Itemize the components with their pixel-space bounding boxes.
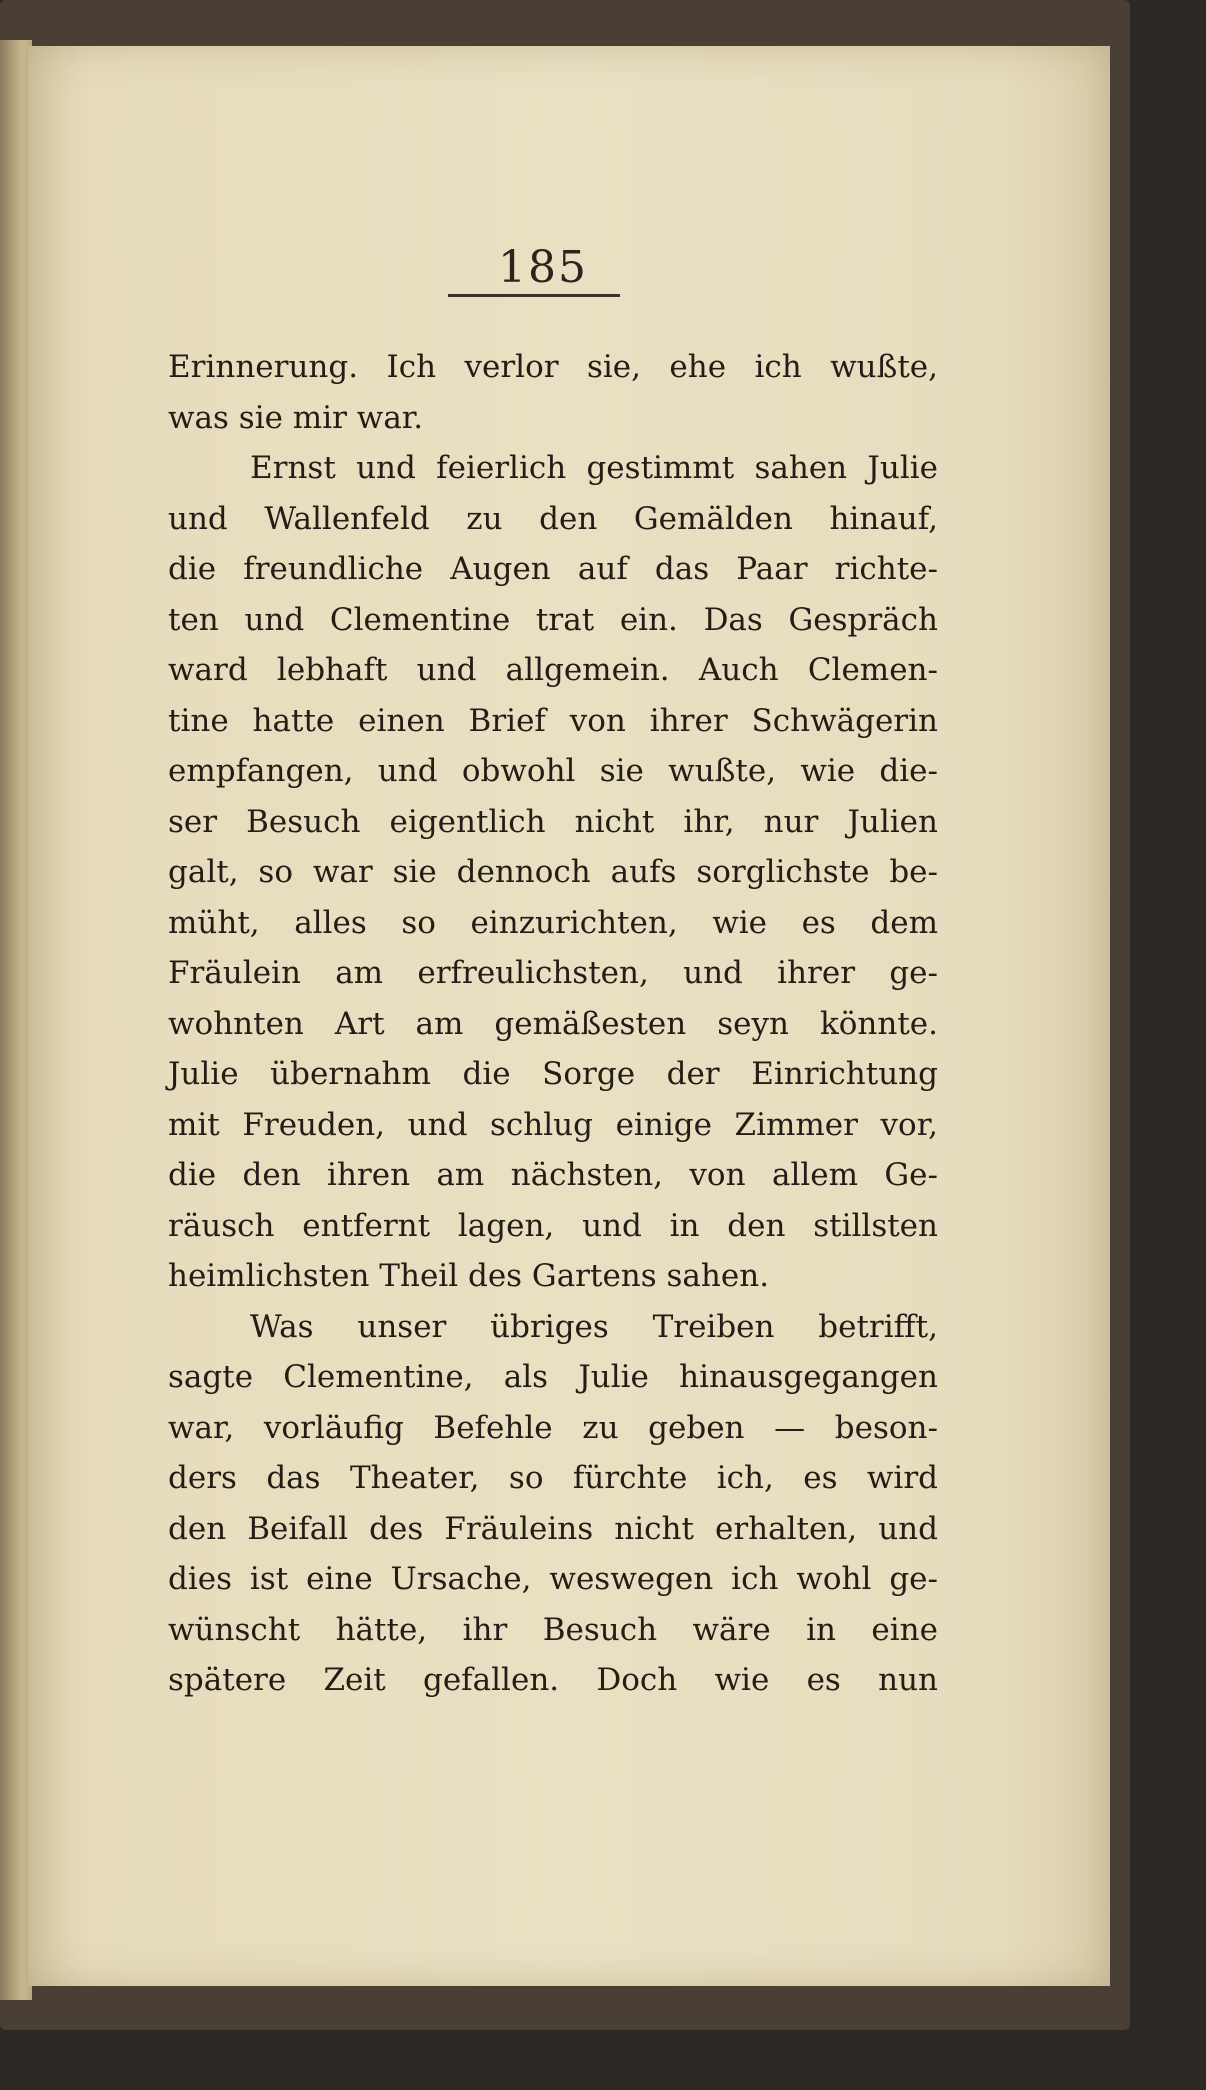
text-line: Ernst und feierlich gestimmt sahen Julie	[250, 450, 938, 486]
text-line: spätere Zeit gefallen. Doch wie es nun	[168, 1662, 938, 1698]
text-line: ser Besuch eigentlich nicht ihr, nur Julien	[168, 803, 938, 840]
text-line: wünscht hätte, ihr Besuch wäre in eine	[168, 1611, 938, 1648]
text-line: ders das Theater, so fürchte ich, es wird	[168, 1460, 938, 1496]
text-line: und Wallenfeld zu den Gemälden hinauf,	[168, 500, 938, 537]
text-line: Fräulein am erfreulichsten, und ihrer ge-	[168, 955, 938, 991]
text-line: ten und Clementine trat ein. Das Gespräch	[168, 601, 938, 638]
text-line: mit Freuden, und schlug einige Zimmer vor,	[168, 1106, 938, 1143]
text-line: heimlichsten Theil des Gartens sahen.	[168, 1258, 770, 1294]
text-line: müht, alles so einzurichten, wie es dem	[168, 904, 938, 941]
text-line: wohnten Art am gemäßesten seyn könnte.	[168, 1005, 938, 1042]
text-line: Was unser übriges Treiben betrifft,	[250, 1308, 938, 1345]
text-line: die den ihren am nächsten, von allem Ge-	[168, 1157, 938, 1193]
text-line: war, vorläufig Befehle zu geben — beson-	[168, 1409, 938, 1446]
text-line: dies ist eine Ursache, weswegen ich wohl ge-	[168, 1561, 938, 1597]
book-page	[28, 46, 1110, 1986]
text-line: ward lebhaft und allgemein. Auch Clemen-	[168, 652, 938, 688]
text-line: die freundliche Augen auf das Paar richte-	[168, 551, 938, 587]
text-line: Erinnerung. Ich verlor sie, ehe ich wußte,	[168, 349, 938, 385]
text-line: tine hatte einen Brief von ihrer Schwägerin	[168, 702, 938, 739]
text-line: sagte Clementine, als Julie hinausgegangen	[168, 1359, 938, 1395]
text-body	[168, 342, 938, 1706]
text-line: galt, so war sie dennoch aufs sorglichste be-	[168, 854, 938, 890]
text-line: den Beifall des Fräuleins nicht erhalten, und	[168, 1510, 938, 1547]
text-line: empfangen, und obwohl sie wußte, wie die-	[168, 753, 938, 789]
text-line: Julie übernahm die Sorge der Einrichtung	[168, 1056, 938, 1092]
page-number: 185	[498, 242, 588, 293]
text-line: was sie mir war.	[168, 399, 424, 436]
page-number-rule	[448, 294, 620, 297]
text-line: räusch entfernt lagen, und in den stillsten	[168, 1207, 938, 1244]
